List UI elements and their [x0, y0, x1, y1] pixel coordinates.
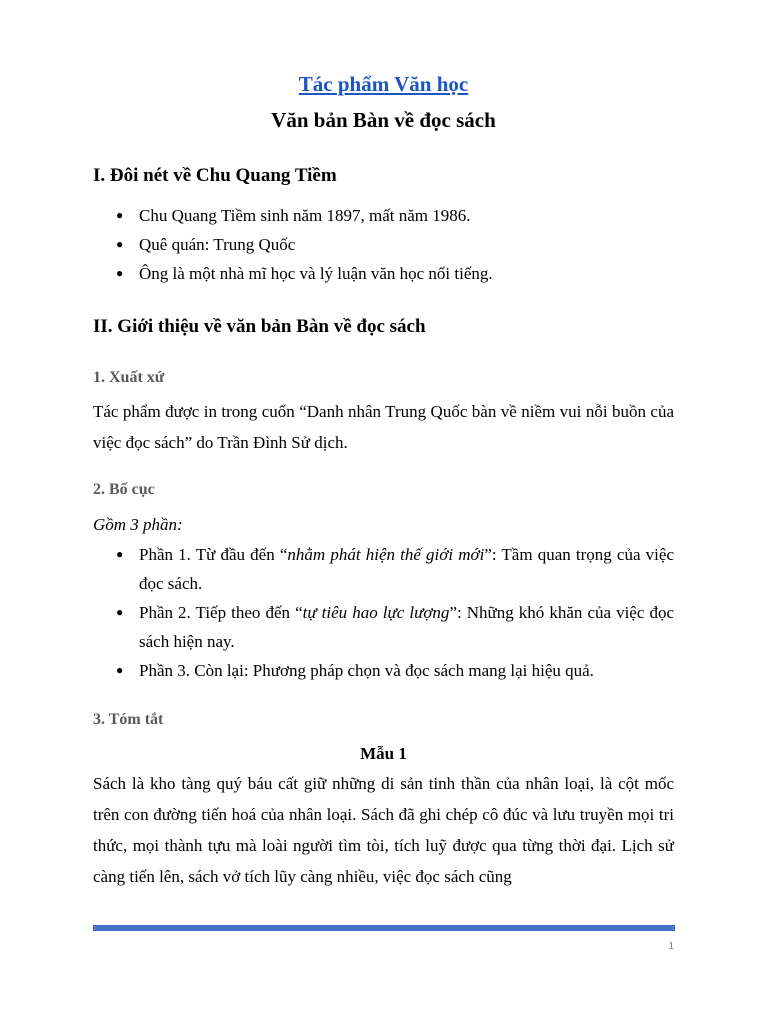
part-text-pre: Phần 1. Từ đầu đến “ — [139, 545, 288, 564]
bullet-icon: ● — [116, 237, 124, 251]
document-link-title[interactable]: Tác phẩm Văn học — [298, 72, 469, 96]
document-page — [93, 0, 674, 1024]
part-quote: tự tiêu hao lực lượng — [302, 603, 450, 622]
origin-heading: 1. Xuất xứ — [93, 369, 165, 386]
document-subtitle: Văn bản Bàn về đọc sách — [271, 108, 496, 132]
part-text-pre: Phần 2. Tiếp theo đến “ — [139, 603, 303, 622]
page-number: 1 — [668, 941, 674, 952]
layout-heading: 2. Bố cục — [93, 481, 155, 498]
part-quote: nhằm phát hiện thế giới mới — [287, 545, 485, 564]
list-item — [93, 259, 674, 288]
sample-title: Mẫu 1 — [360, 744, 407, 763]
list-item-text: Chu Quang Tiềm sinh năm 1897, mất năm 1986. — [139, 206, 471, 225]
bullet-icon: ● — [116, 547, 124, 561]
bullet-icon: ● — [116, 605, 124, 619]
bullet-icon: ● — [116, 266, 124, 280]
part-text-pre: Phần 3. Còn lại: Phương pháp chọn và đọc sách mang lại hiệu quả. — [139, 661, 594, 680]
list-item — [93, 230, 674, 259]
bullet-icon: ● — [116, 663, 124, 677]
layout-parts-list — [93, 540, 674, 685]
summary-heading: 3. Tóm tắt — [93, 711, 164, 728]
part-text-post: ”: Tầm quan trọng của việc đọc sách. — [139, 545, 674, 593]
layout-intro: Gồm 3 phần: — [93, 515, 183, 534]
part-text-post: ”: Những khó khăn của việc đọc sách hiện nay. — [139, 603, 674, 651]
list-item-text: Ông là một nhà mĩ học và lý luận văn học nổi tiếng. — [139, 264, 493, 283]
bullet-icon: ● — [116, 208, 124, 222]
list-item — [93, 201, 674, 230]
list-item — [93, 656, 674, 685]
footer-rule — [93, 925, 675, 931]
origin-paragraph: Tác phẩm được in trong cuốn “Danh nhân Trung Quốc bàn về niềm vui nỗi buồn của việc đọc sách” do Trần Đình Sử dịch. — [93, 402, 674, 452]
summary-paragraph: Sách là kho tàng quý báu cất giữ những di sản tinh thần của nhân loại, là cột mốc trên con đường tiến hoá của nhân loại. Sách đã ghi chép cô đúc và lưu truyền mọi tri thức, mọi thành tựu mà loài người tìm tòi, tích luỹ được qua từng thời đại. Lịch sử càng tiến lên, sách vở tích lũy càng nhiều, việc đọc sách cũng — [93, 774, 674, 886]
section2-heading: II. Giới thiệu về văn bản Bàn về đọc sách — [93, 316, 426, 337]
list-item — [93, 540, 674, 598]
section1-heading: I. Đôi nét về Chu Quang Tiềm — [93, 165, 337, 186]
list-item-text: Quê quán: Trung Quốc — [139, 235, 296, 254]
list-item — [93, 598, 674, 656]
section1-bullet-list — [93, 201, 674, 288]
